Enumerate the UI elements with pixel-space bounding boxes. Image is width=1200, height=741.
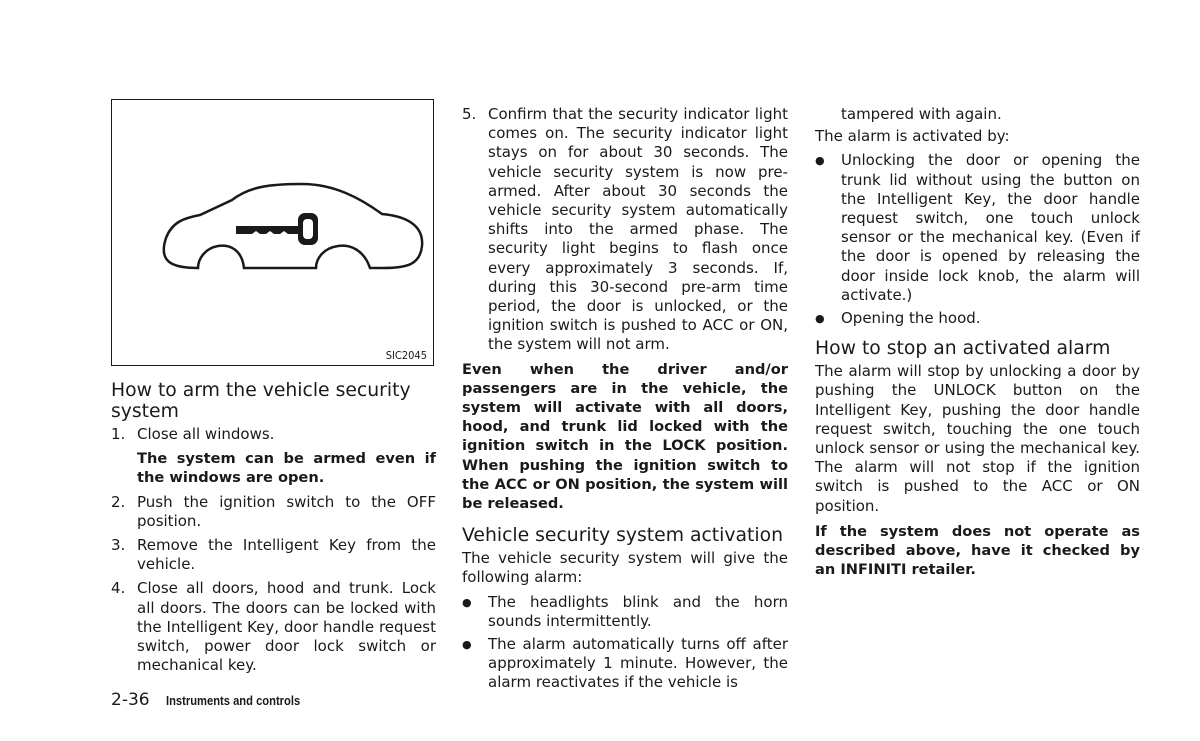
section-heading-activation: Vehicle security system activation — [462, 525, 783, 547]
page-footer — [111, 690, 322, 710]
column-3 — [815, 105, 1140, 579]
step-text: Push the ignition switch to the OFF position. — [137, 492, 436, 530]
bullet-icon: ● — [462, 595, 472, 609]
section-heading-stop: How to stop an activated alarm — [815, 338, 1111, 360]
bold-paragraph: If the system does not operate as described above, have it checked by an INFINITI retailer. — [815, 522, 1140, 579]
step-text: Remove the Intelligent Key from the vehicle. — [137, 536, 436, 574]
step-4: 4. Close all doors, hood and trunk. Lock all doors. The doors can be locked with the Intelligent Key, door handle request switch, power door lock switch or mechanical key. — [111, 579, 436, 675]
bullet-icon: ● — [462, 638, 472, 652]
step-2: 2. Push the ignition switch to the OFF position. — [111, 492, 436, 530]
activation-intro: The vehicle security system will give the following alarm: — [462, 549, 788, 587]
step-1: 1. Close all windows. The system can be armed even if the windows are open. — [111, 425, 436, 487]
step-5: 5. Confirm that the security indicator light comes on. The security indicator light stays on for about 30 seconds. The vehicle security system is now pre-armed. After about 30 seconds the vehicle security system automatically shifts into the armed phase. The security light begins to flash once every approximately 3 seconds. If, during this 30-second pre-arm time period, the door is unlocked, or the ignition switch is pushed to ACC or ON, the system will not arm. — [462, 105, 788, 354]
step-text: Confirm that the security indicator light comes on. The security indicator light stays on for about 30 seconds. The vehicle security system is now pre-armed. After about 30 seconds the vehicle security system automatically shifts into the armed phase. The security light begins to flash once every approximately 3 seconds. If, during this 30-second pre-arm time period, the door is unlocked, or the ignition switch is pushed to ACC or ON, the system will not arm. — [488, 105, 788, 354]
activated-by: The alarm is activated by: — [815, 127, 1010, 146]
figure-code: SIC2045 — [385, 349, 427, 362]
list-item: ● Opening the hood. — [815, 309, 981, 328]
step-note: The system can be armed even if the windows are open. — [137, 450, 436, 487]
section-name: Instruments and controls — [165, 693, 300, 708]
step-text: Close all windows. — [137, 425, 275, 443]
stop-text: The alarm will stop by unlocking a door by pushing the UNLOCK button on the Intelligent Key, pushing the door handle request switch, touching the one touch unlock sensor or using the mechanical key. The alarm will not stop if the ignition switch is pushed to the ACC or ON position. — [815, 362, 1140, 515]
list-item: ● Unlocking the door or opening the trunk lid without using the button on the Intelligent Key, the door handle request switch, one touch unlock sensor or the mechanical key. (Even if the door is opened by releasing the door inside lock knob, the alarm will activate.) — [815, 151, 1140, 304]
column-2 — [462, 105, 788, 697]
page-number: 2-36 — [111, 690, 150, 710]
list-item: ● The alarm automatically turns off after approximately 1 minute. However, the alarm reactivates if the vehicle is — [462, 635, 788, 692]
step-text: Close all doors, hood and trunk. Lock all doors. The doors can be locked with the Intelligent Key, door handle request switch, power door lock switch or mechanical key. — [137, 579, 436, 675]
continued-text: tampered with again. — [841, 105, 1002, 123]
bullet-icon: ● — [815, 154, 825, 168]
column-1 — [111, 104, 436, 680]
step-3: 3. Remove the Intelligent Key from the vehicle. — [111, 536, 436, 574]
list-item: ● The headlights blink and the horn sounds intermittently. — [462, 592, 788, 630]
section-heading-arm: How to arm the vehicle security system — [111, 380, 411, 422]
bold-paragraph: Even when the driver and/or passengers are in the vehicle, the system will activate with all doors, hood, and trunk lid locked with the ignition switch in the LOCK position. When pushing the ignition switch to the ACC or ON position, the system will be released. — [462, 360, 788, 513]
bullet-icon: ● — [815, 312, 825, 326]
